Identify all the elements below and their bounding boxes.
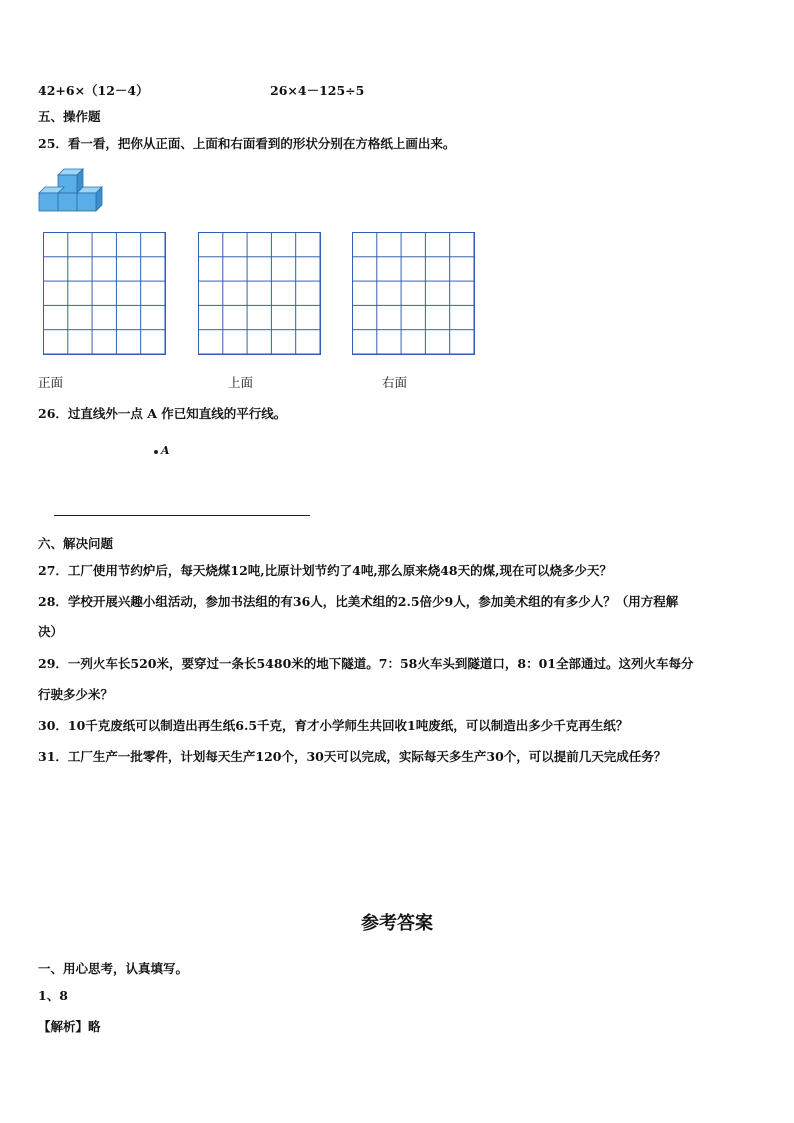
question-27: 27．工厂使用节约炉后，每天烧煤12吨,比原计划节约了4吨,那么原来烧48天的煤,现在可以烧多少天？ — [38, 563, 612, 578]
point-a-dot — [154, 450, 158, 454]
question-30: 30．10千克废纸可以制造出再生纸6.5千克，育才小学师生共回收1吨废纸，可以制造出多少千克再生纸？ — [38, 718, 629, 733]
grid-right — [352, 232, 475, 355]
answer-analysis: 【解析】略 — [38, 1019, 101, 1034]
expression-1: 42+6×（12－4） — [38, 83, 149, 98]
question-29-line-1: 29．一列火车长520米，要穿过一条长5480米的地下隧道。7：58火车头到隧道口，8：01全部通过。这列火车每分 — [38, 656, 694, 671]
grid-label-right: 右面 — [382, 375, 408, 390]
question-31: 31．工厂生产一批零件，计划每天生产120个，30天可以完成，实际每天多生产30个，可以提前几天完成任务？ — [38, 749, 667, 764]
grid-label-front: 正面 — [38, 375, 64, 390]
question-25: 25．看一看，把你从正面、上面和右面看到的形状分别在方格纸上画出来。 — [38, 136, 456, 151]
section-6-heading: 六、解决问题 — [38, 536, 114, 551]
section-5-heading: 五、操作题 — [38, 109, 101, 124]
answers-section-1: 一、用心思考，认真填写。 — [38, 961, 189, 976]
grid-top — [198, 232, 321, 355]
given-line — [54, 515, 310, 516]
point-a-label: A — [161, 444, 170, 457]
question-29-line-2: 行驶多少米？ — [38, 687, 114, 702]
question-28-line-1: 28．学校开展兴趣小组活动，参加书法组的有36人，比美术组的2.5倍少9人，参加美术组的有多少人？（用方程解 — [38, 594, 679, 609]
question-26: 26．过直线外一点 A 作已知直线的平行线。 — [38, 406, 287, 421]
grid-front — [43, 232, 166, 355]
answer-item-1: 1、8 — [38, 988, 68, 1003]
answers-title: 参考答案 — [361, 913, 433, 934]
cube-stack-figure — [38, 165, 104, 215]
grid-label-top: 上面 — [228, 375, 254, 390]
question-28-line-2: 决） — [38, 624, 64, 639]
expression-2: 26×4－125÷5 — [270, 83, 365, 98]
